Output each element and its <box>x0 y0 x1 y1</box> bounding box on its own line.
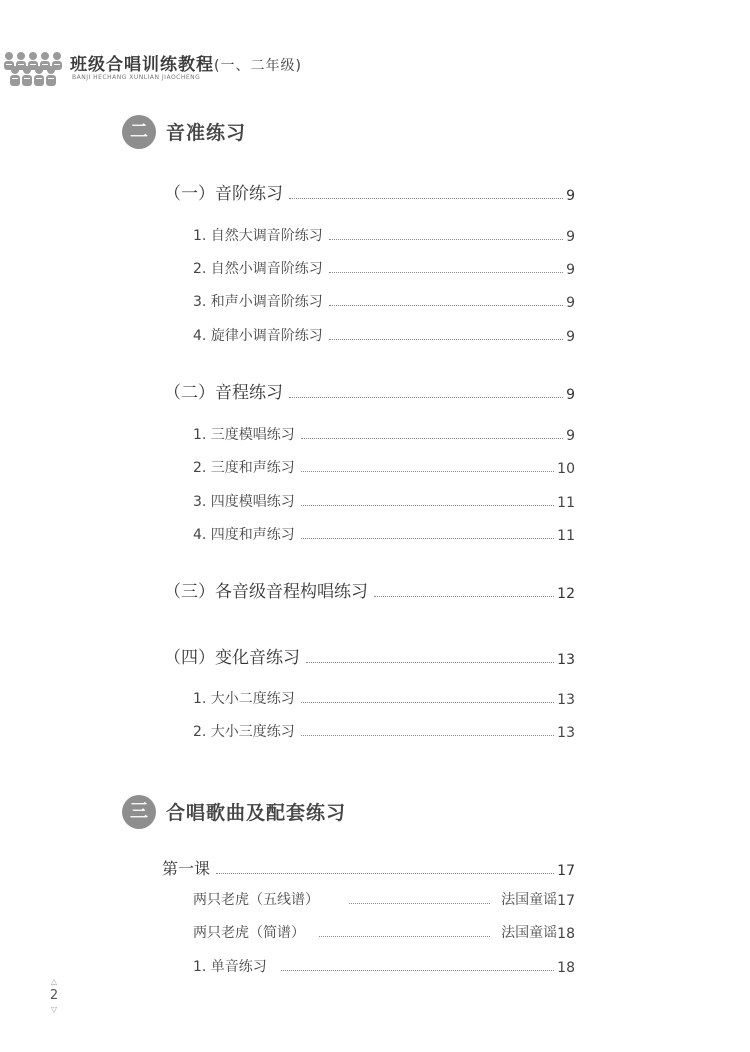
toc-entry-melodic-minor-scale[interactable] <box>193 325 575 345</box>
dot-leader <box>301 735 554 736</box>
toc-entry-label: 1. 大小二度练习 <box>193 691 295 707</box>
running-header <box>0 38 400 88</box>
toc-entry-label: 2. 自然小调音阶练习 <box>193 261 323 277</box>
toc-entry-fourth-harmony[interactable] <box>193 524 575 544</box>
toc-entry-degree-interval-singing[interactable] <box>164 577 575 602</box>
toc-entry-seconds-practice[interactable] <box>193 688 575 708</box>
toc-page-number: 13 <box>557 725 575 741</box>
section-title: 合唱歌曲及配套练习 <box>166 802 347 824</box>
toc-entry-label: 两只老虎（简谱） <box>193 925 305 941</box>
toc-entry-source: 法国童谣 <box>501 925 558 941</box>
toc-entry-label: 2. 大小三度练习 <box>193 724 295 740</box>
section-number-badge: 三 <box>122 795 156 829</box>
toc-entry-thirds-practice[interactable] <box>193 721 575 741</box>
dot-leader <box>301 438 563 439</box>
toc-entry-label: 3. 四度模唱练习 <box>193 494 295 510</box>
toc-page-number: 9 <box>566 262 575 278</box>
toc-page-number: 12 <box>557 586 575 602</box>
toc-entry-label: （三）各音级音程构唱练习 <box>164 582 368 602</box>
toc-entry-label: 4. 四度和声练习 <box>193 527 295 543</box>
choir-singers-icon <box>2 50 64 86</box>
toc-entry-song-two-tigers-staff[interactable] <box>193 889 575 909</box>
dot-leader <box>289 397 563 398</box>
toc-entry-single-note-practice[interactable] <box>193 956 575 976</box>
toc-entry-natural-minor-scale[interactable] <box>193 258 575 278</box>
dot-leader <box>329 239 563 240</box>
toc-page-number: 17 <box>557 863 575 879</box>
toc-entry-natural-major-scale[interactable] <box>193 225 575 245</box>
toc-entry-label: （四）变化音练习 <box>164 648 300 668</box>
toc-entry-interval-practice[interactable] <box>164 378 575 403</box>
section-title: 音准练习 <box>166 122 247 144</box>
toc-entry-third-imitation[interactable] <box>193 424 575 444</box>
toc-entry-harmonic-minor-scale[interactable] <box>193 291 575 311</box>
toc-page-number: 13 <box>557 652 575 668</box>
toc-entry-third-harmony[interactable] <box>193 457 575 477</box>
toc-entry-song-two-tigers-numbered[interactable] <box>193 922 575 942</box>
toc-entry-label: 第一课 <box>162 859 211 878</box>
toc-entry-lesson-1[interactable] <box>162 856 575 879</box>
down-triangle-icon: ▽ <box>50 1005 58 1014</box>
toc-page-number: 13 <box>557 692 575 708</box>
toc-page-number: 9 <box>566 229 575 245</box>
toc-page-number: 11 <box>557 528 575 544</box>
toc-page-number: 10 <box>557 461 575 477</box>
dot-leader <box>329 272 563 273</box>
toc-page-number: 9 <box>566 188 575 204</box>
toc-entry-source: 法国童谣 <box>501 892 558 908</box>
toc-entry-label: 2. 三度和声练习 <box>193 460 295 476</box>
book-title-text: 班级合唱训练教程 <box>70 55 214 75</box>
page-number-footer <box>44 975 64 1017</box>
up-triangle-icon: △ <box>50 977 58 986</box>
toc-page-number: 9 <box>566 387 575 403</box>
toc-entry-fourth-imitation[interactable] <box>193 491 575 511</box>
dot-leader <box>349 903 490 904</box>
dot-leader <box>329 339 563 340</box>
toc-entry-scale-practice[interactable] <box>164 179 575 204</box>
toc-page-number: 9 <box>566 329 575 345</box>
toc-entry-label: 4. 旋律小调音阶练习 <box>193 328 323 344</box>
dot-leader <box>281 970 554 971</box>
dot-leader <box>329 305 563 306</box>
dot-leader <box>319 936 490 937</box>
toc-entry-label: 3. 和声小调音阶练习 <box>193 294 323 310</box>
book-title-pinyin: BANJI HECHANG XUNLIAN JIAOCHENG <box>72 74 201 81</box>
dot-leader <box>301 471 554 472</box>
toc-page-number: 17 <box>557 893 575 909</box>
toc-entry-label: 两只老虎（五线谱） <box>193 892 319 908</box>
toc-page-number: 11 <box>557 495 575 511</box>
toc-entry-label: （一）音阶练习 <box>164 184 283 204</box>
toc-page-number: 18 <box>557 926 575 942</box>
dot-leader <box>301 538 554 539</box>
dot-leader <box>306 662 554 663</box>
book-grade: (一、二年级) <box>214 58 302 74</box>
toc-entry-label: （二）音程练习 <box>164 383 283 403</box>
dot-leader <box>216 873 554 874</box>
dot-leader <box>289 198 563 199</box>
dot-leader <box>301 702 554 703</box>
toc-entry-label: 1. 三度模唱练习 <box>193 427 295 443</box>
page-number: 2 <box>49 988 59 1003</box>
toc-entry-accidental-practice[interactable] <box>164 643 575 668</box>
toc-entry-label: 1. 自然大调音阶练习 <box>193 228 323 244</box>
toc-page-number: 18 <box>557 960 575 976</box>
dot-leader <box>374 596 554 597</box>
section-number-badge: 二 <box>122 115 156 149</box>
book-title <box>70 50 302 75</box>
toc-page-number: 9 <box>566 295 575 311</box>
toc-entry-label: 1. 单音练习 <box>193 959 267 975</box>
dot-leader <box>301 505 554 506</box>
toc-page-number: 9 <box>566 428 575 444</box>
